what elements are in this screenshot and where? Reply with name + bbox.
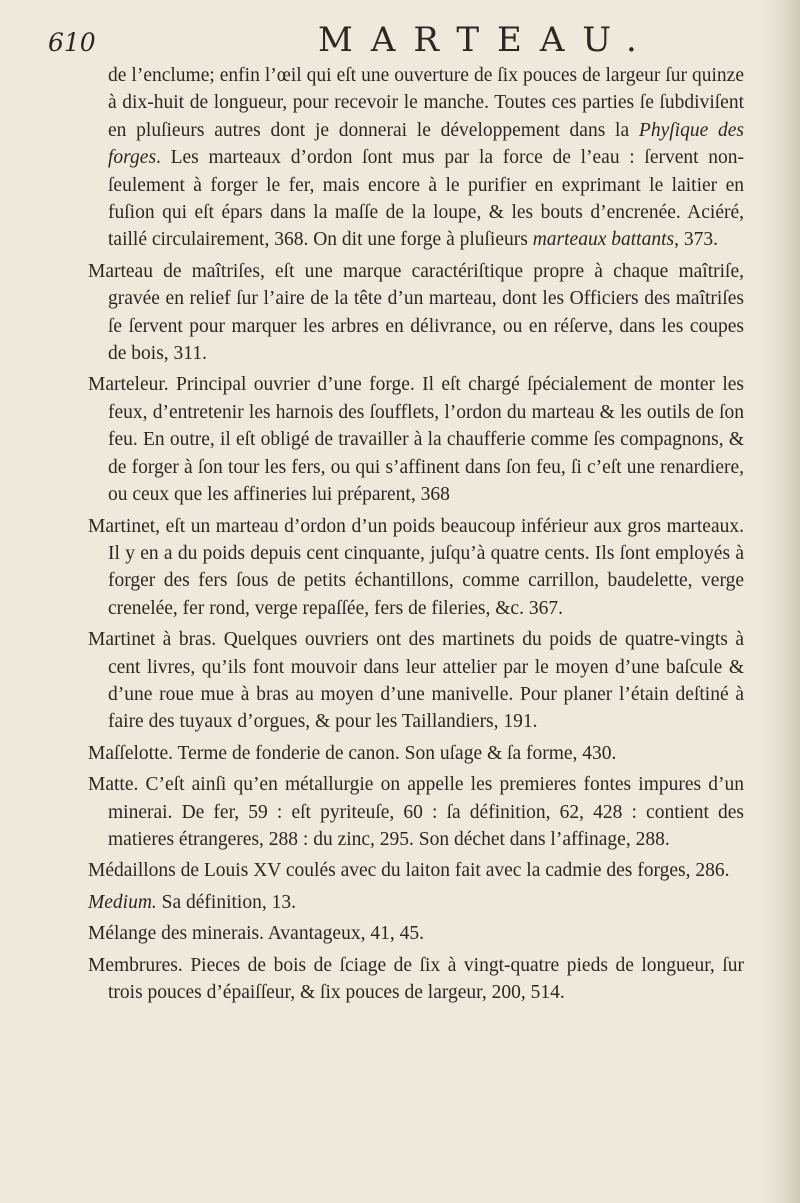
entry-text: . Les marteaux d’ordon ſont mus par la force de l’eau : ſervent non-ſeulement à forger le fer, mais encore à le purifier en exprimant le laitier en fuſion qui eſt épars dans la maſſe de la loupe, & les bouts d’encrenée. Aciéré, taillé circulairement, 368. On dit une forge à pluſieurs xyxy=(108,147,744,251)
index-entry xyxy=(88,62,744,254)
index-entry xyxy=(88,371,744,508)
index-entry xyxy=(88,258,744,368)
index-entry xyxy=(88,771,744,853)
entry-text: C’eſt ainſi qu’en métallurgie on appelle les premieres fontes impures d’un minerai. De fer, 59 : eſt pyriteuſe, 60 : ſa définition, 62, 428 : contient des matieres étrangeres, 288 : du zinc, 295. Son déchet dans l’affinage, 288. xyxy=(108,774,744,850)
entry-text: , eſt un marteau d’ordon d’un poids beaucoup inférieur aux gros marteaux. Il y en a du poids depuis cent cinquante, juſqu’à quatre cents. Ils ſont employés à forger des fers ſous de petits échantillons, comme carrillon, baudelette, verge crenelée, fer rond, verge repaſſée, fers de fileries, &c. 367. xyxy=(108,515,744,619)
entry-text: Avantageux, 41, 45. xyxy=(264,923,424,945)
index-entry xyxy=(88,740,744,767)
index-entries xyxy=(88,62,744,1010)
index-entry xyxy=(88,626,744,736)
index-entry xyxy=(88,857,744,884)
entry-text: , eſt une marque caractériſtique propre à chaque maîtriſe, gravée en relief ſur l’aire de la tête d’un marteau, dont les Officiers des maîtriſes ſe ſervent pour marquer les arbres en délivrance, ou en réſerve, dans les coupes de bois, 311. xyxy=(108,260,745,365)
entry-italic-reference: Phyſique des forges xyxy=(108,119,744,169)
entry-text: Principal ouvrier d’une forge. Il eſt chargé ſpécialement de monter les feux, d’entretenir les harnois des ſoufflets, l’ordon du marteau & les outils de ſon feu. En outre, il eſt obligé de travailler à la chaufferie comme ſes compagnons, & de forger à ſon tour les fers, ou qui s’affinent dans ſon feu, ſi c’eſt une renardiere, ou ceux que les affineries lui préparent, 368 xyxy=(108,374,744,506)
entry-headword: Mélange des minerais. xyxy=(88,923,264,945)
entry-text: de l’enclume; enfin l’œil qui eſt une ouverture de ſix pouces de largeur ſur quinze à dix-huit de longueur, pour recevoir le manche. Toutes ces parties ſe ſubdiviſent en pluſieurs autres dont je donnerai le développement dans la xyxy=(108,65,744,141)
running-head: MARTEAU. xyxy=(318,20,655,60)
page-gutter-shadow xyxy=(762,0,800,1203)
entry-text: coulés avec du laiton fait avec la cadmie des forges, 286. xyxy=(281,860,730,882)
entry-headword: Médaillons de Louis XV xyxy=(88,860,282,882)
entry-headword: Martinet à bras. xyxy=(88,629,217,651)
entry-text: Terme de fonderie de canon. Son uſage & ſa forme, 430. xyxy=(173,742,617,764)
page-number: 610 xyxy=(48,28,96,57)
index-entry xyxy=(88,952,744,1007)
entry-headword: Martinet xyxy=(88,515,156,537)
entry-text: , 373. xyxy=(674,229,718,251)
index-entry xyxy=(88,889,744,916)
entry-headword: Marteau de maîtriſes xyxy=(88,260,260,282)
entry-italic-reference: marteaux battants xyxy=(532,229,675,251)
entry-text: Quelques ouvriers ont des martinets du poids de quatre-vingts à cent livres, qu’ils font mouvoir dans leur attelier par le moyen d’une baſcule & d’une roue mue à bras au moyen d’une manivelle. Pour planer l’étain deſtiné à faire des tuyaux d’orgues, & pour les Taillandiers, 191. xyxy=(108,629,744,733)
entry-text: Pieces de bois de ſciage de ſix à vingt-quatre pieds de longueur, ſur trois pouces d’épaiſſeur, & ſix pouces de largeur, 200, 514. xyxy=(108,954,744,1003)
entry-text: Sa définition, 13. xyxy=(156,891,296,913)
entry-headword: Medium. xyxy=(88,891,157,913)
entry-headword: Membrures. xyxy=(88,954,183,976)
entry-headword: Matte. xyxy=(88,774,139,796)
index-entry xyxy=(88,513,744,623)
page-header xyxy=(48,18,748,58)
index-entry xyxy=(88,920,744,947)
entry-headword: Marteleur. xyxy=(88,374,169,396)
entry-headword: Maſſelotte. xyxy=(88,742,174,764)
